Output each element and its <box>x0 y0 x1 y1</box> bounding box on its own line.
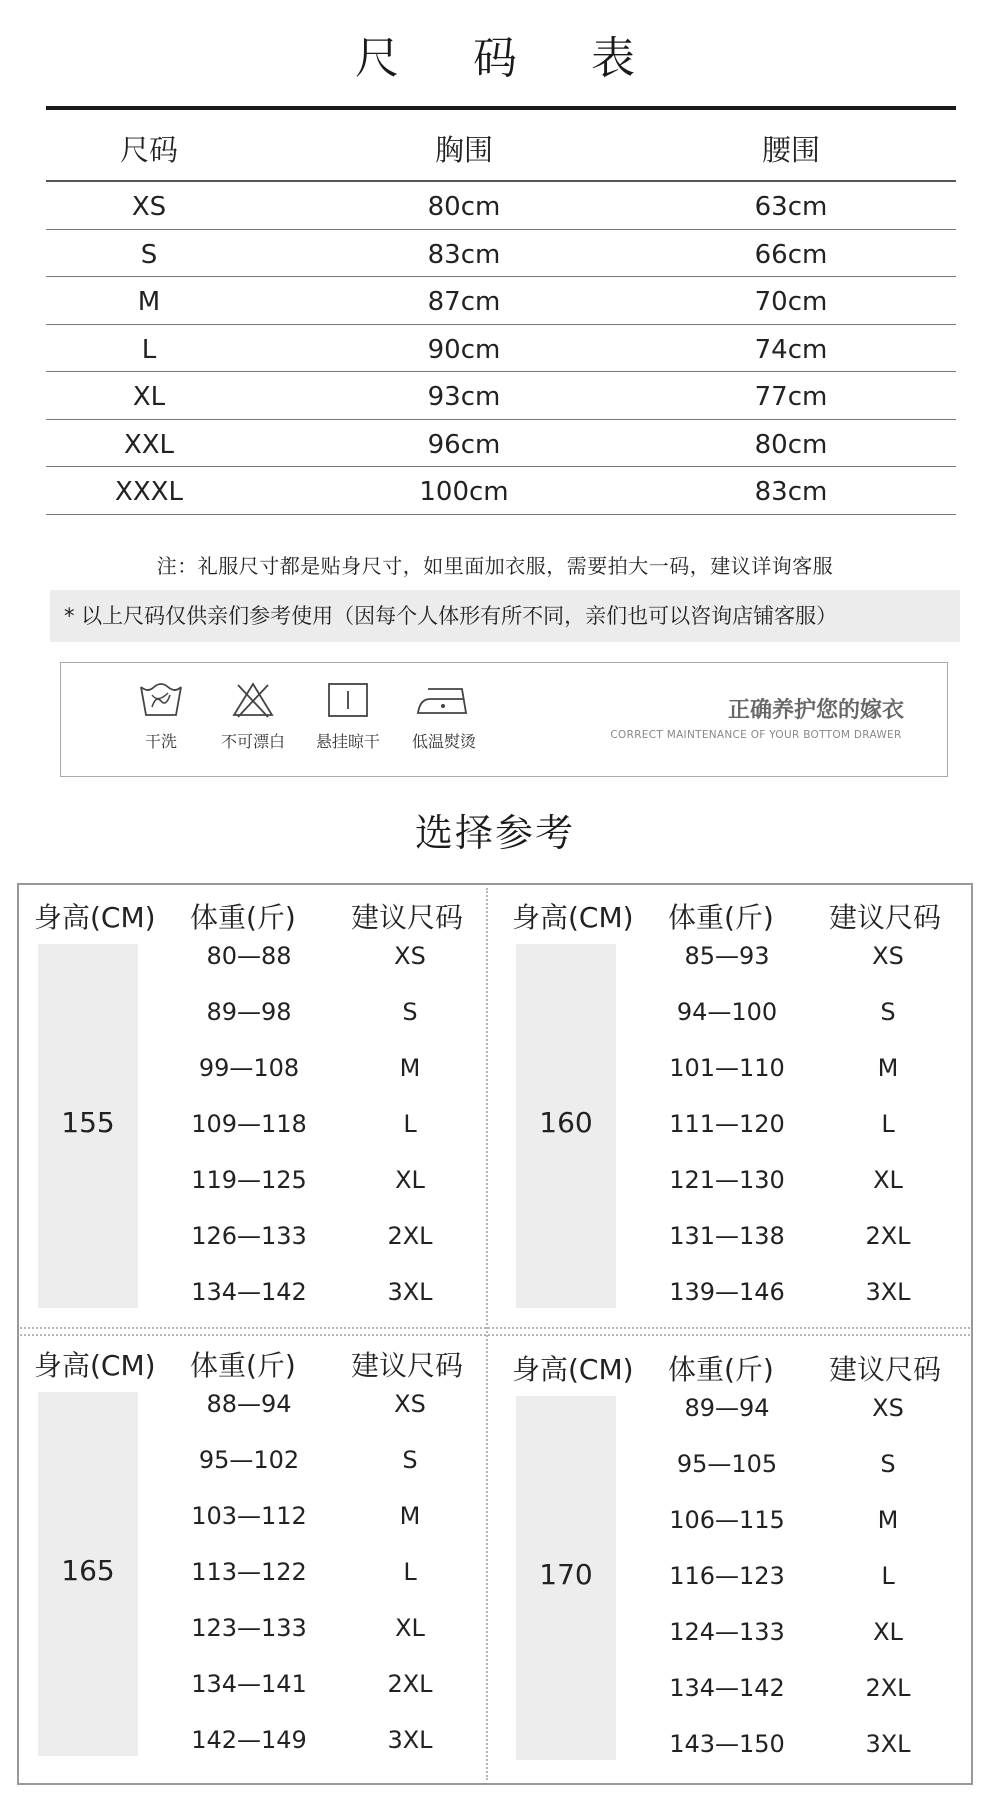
list-item <box>18 1166 488 1206</box>
suggested-size: 3XL <box>387 1278 433 1306</box>
header-weight: 体重(斤) <box>190 1349 296 1382</box>
chest-cell: 93cm <box>427 382 501 412</box>
suggested-size: 2XL <box>387 1670 433 1698</box>
list-item <box>18 1446 488 1486</box>
care-label: 干洗 <box>144 732 177 751</box>
size-cell: XXXL <box>115 477 183 507</box>
page-title: 尺 码 表 <box>355 33 665 84</box>
weight-range: 121—130 <box>669 1166 785 1194</box>
list-item <box>496 1450 966 1490</box>
size-cell: XS <box>131 192 167 222</box>
list-item <box>18 998 488 1038</box>
header-height: 身高(CM) <box>34 901 156 934</box>
suggested-size: M <box>877 1506 899 1534</box>
suggested-size: XS <box>394 942 426 970</box>
table-row <box>46 182 956 230</box>
suggested-size: XS <box>872 1394 904 1422</box>
table-row <box>46 420 956 468</box>
suggested-size: 2XL <box>865 1222 911 1250</box>
list-item <box>496 1674 966 1714</box>
chest-cell: 100cm <box>419 477 509 507</box>
weight-range: 126—133 <box>191 1222 307 1250</box>
size-cell: M <box>137 287 161 317</box>
suggested-size: S <box>880 998 896 1026</box>
waist-cell: 74cm <box>754 334 828 365</box>
weight-range: 143—150 <box>669 1730 785 1758</box>
weight-range: 134—141 <box>191 1670 307 1698</box>
weight-range: 124—133 <box>669 1618 785 1646</box>
care-item-hang-dry <box>298 681 398 752</box>
weight-range: 131—138 <box>669 1222 785 1250</box>
low-iron-icon <box>414 681 474 719</box>
list-item <box>18 1502 488 1542</box>
weight-range: 109—118 <box>191 1110 307 1138</box>
waist-cell: 63cm <box>754 192 828 222</box>
size-cell: S <box>140 239 158 270</box>
dry-clean-icon <box>138 681 184 719</box>
size-table-header <box>46 118 956 182</box>
care-label: 悬挂晾干 <box>315 732 380 751</box>
weight-range: 116—123 <box>669 1562 785 1590</box>
list-item <box>496 1730 966 1770</box>
weight-range: 119—125 <box>191 1166 307 1194</box>
header-weight: 体重(斤) <box>668 901 774 934</box>
list-item <box>496 1110 966 1150</box>
list-item <box>18 1614 488 1654</box>
list-item <box>496 1222 966 1262</box>
header-size: 尺码 <box>119 133 178 167</box>
weight-range: 94—100 <box>676 998 778 1026</box>
table-row <box>46 277 956 325</box>
weight-range: 142—149 <box>191 1726 307 1754</box>
hang-dry-icon <box>325 681 371 719</box>
waist-cell: 77cm <box>754 382 828 412</box>
weight-range: 139—146 <box>669 1278 785 1306</box>
list-item <box>18 1054 488 1094</box>
header-suggested-size: 建议尺码 <box>351 901 464 934</box>
suggested-size: 2XL <box>387 1222 433 1250</box>
suggested-size: L <box>881 1110 895 1138</box>
header-suggested-size: 建议尺码 <box>829 901 942 934</box>
list-item <box>496 942 966 982</box>
weight-range: 88—94 <box>206 1390 292 1418</box>
weight-range: 99—108 <box>198 1054 300 1082</box>
height-value: 155 <box>61 1106 115 1139</box>
height-value: 165 <box>61 1554 115 1587</box>
list-item <box>18 1670 488 1710</box>
suggested-size: XL <box>395 1614 425 1642</box>
table-row <box>46 372 956 420</box>
care-item-no-bleach <box>203 681 303 752</box>
header-height: 身高(CM) <box>34 1349 156 1382</box>
weight-range: 113—122 <box>191 1558 307 1586</box>
list-item <box>496 1506 966 1546</box>
weight-range: 89—98 <box>206 998 292 1026</box>
reference-group-155 <box>18 896 488 1336</box>
weight-range: 123—133 <box>191 1614 307 1642</box>
suggested-size: S <box>402 1446 418 1474</box>
suggested-size: 3XL <box>865 1730 911 1758</box>
chest-cell: 83cm <box>427 239 501 270</box>
care-item-low-iron <box>394 681 494 752</box>
list-item <box>496 1278 966 1318</box>
list-item <box>496 1562 966 1602</box>
suggested-size: M <box>399 1054 421 1082</box>
weight-range: 106—115 <box>669 1506 785 1534</box>
waist-cell: 66cm <box>754 239 828 270</box>
height-value: 160 <box>539 1106 593 1139</box>
reference-note: * 以上尺码仅供亲们参考使用（因每个人体形有所不同，亲们也可以咨询店铺客服） <box>50 590 960 642</box>
suggested-size: M <box>877 1054 899 1082</box>
suggested-size: XL <box>873 1618 903 1646</box>
header-height: 身高(CM) <box>512 901 634 934</box>
size-table <box>46 118 956 515</box>
suggested-size: XL <box>873 1166 903 1194</box>
suggested-size: S <box>402 998 418 1026</box>
weight-range: 101—110 <box>669 1054 785 1082</box>
suggested-size: L <box>403 1110 417 1138</box>
table-row <box>46 230 956 278</box>
list-item <box>18 1110 488 1150</box>
size-cell: XL <box>132 382 166 412</box>
suggested-size: 2XL <box>865 1674 911 1702</box>
list-item <box>496 1166 966 1206</box>
list-item <box>18 1390 488 1430</box>
header-height: 身高(CM) <box>512 1353 634 1386</box>
table-row <box>46 467 956 515</box>
header-waist: 腰围 <box>761 133 820 167</box>
title-rule <box>46 106 956 110</box>
waist-cell: 80cm <box>754 429 828 460</box>
height-value: 170 <box>539 1558 593 1591</box>
reference-group-170 <box>496 1348 966 1788</box>
list-item <box>496 998 966 1038</box>
size-cell: L <box>141 334 157 365</box>
list-item <box>18 1222 488 1262</box>
weight-range: 85—93 <box>684 942 770 970</box>
no-bleach-icon <box>230 681 276 719</box>
suggested-size: L <box>881 1562 895 1590</box>
weight-range: 89—94 <box>684 1394 770 1422</box>
list-item <box>18 1278 488 1318</box>
suggested-size: 3XL <box>865 1278 911 1306</box>
waist-cell: 70cm <box>754 287 828 317</box>
chest-cell: 80cm <box>427 192 501 222</box>
weight-range: 134—142 <box>191 1278 307 1306</box>
care-item-dry-clean <box>111 681 211 752</box>
weight-range: 103—112 <box>191 1502 307 1530</box>
header-suggested-size: 建议尺码 <box>829 1353 942 1386</box>
weight-range: 80—88 <box>206 942 292 970</box>
suggested-size: XS <box>394 1390 426 1418</box>
list-item <box>496 1394 966 1434</box>
list-item <box>496 1054 966 1094</box>
size-cell: XXL <box>123 429 175 460</box>
list-item <box>496 1618 966 1658</box>
fit-note: 注：礼服尺寸都是贴身尺寸，如里面加衣服，需要拍大一码，建议详询客服 <box>156 554 834 578</box>
list-item <box>18 1726 488 1766</box>
weight-range: 95—102 <box>198 1446 300 1474</box>
weight-range: 134—142 <box>669 1674 785 1702</box>
care-instructions-box <box>60 662 948 777</box>
suggested-size: 3XL <box>387 1726 433 1754</box>
chest-cell: 87cm <box>427 287 501 317</box>
weight-range: 95—105 <box>676 1450 778 1478</box>
chest-cell: 90cm <box>427 334 501 365</box>
list-item <box>18 1558 488 1598</box>
table-row <box>46 325 956 373</box>
waist-cell: 83cm <box>754 477 828 507</box>
suggested-size: XL <box>395 1166 425 1194</box>
header-weight: 体重(斤) <box>668 1353 774 1386</box>
reference-group-165 <box>18 1344 488 1784</box>
care-label: 不可漂白 <box>220 732 285 751</box>
care-title: 正确养护您的嫁衣 <box>727 698 904 723</box>
suggested-size: M <box>399 1502 421 1530</box>
list-item <box>18 942 488 982</box>
weight-range: 111—120 <box>669 1110 785 1138</box>
header-weight: 体重(斤) <box>190 901 296 934</box>
suggested-size: L <box>403 1558 417 1586</box>
reference-group-160 <box>496 896 966 1336</box>
chest-cell: 96cm <box>427 429 501 460</box>
selection-title: 选择参考 <box>414 811 575 855</box>
suggested-size: XS <box>872 942 904 970</box>
suggested-size: S <box>880 1450 896 1478</box>
care-subtitle: CORRECT MAINTENANCE OF YOUR BOTTOM DRAWER <box>610 729 902 741</box>
care-label: 低温熨烫 <box>411 732 476 751</box>
header-suggested-size: 建议尺码 <box>351 1349 464 1382</box>
header-chest: 胸围 <box>434 133 493 167</box>
